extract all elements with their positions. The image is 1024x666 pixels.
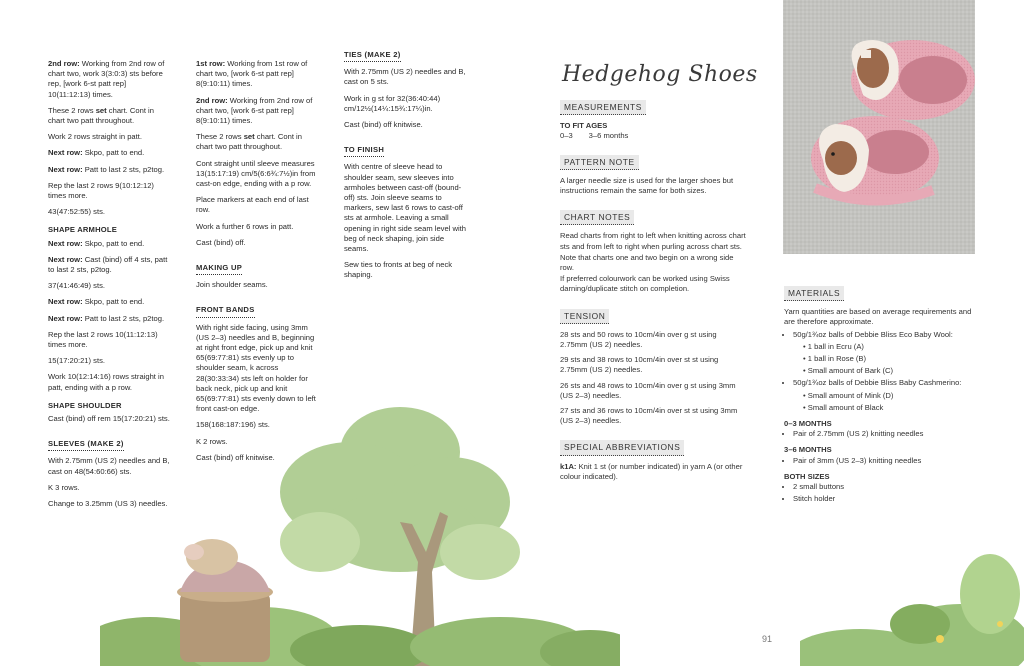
section-heading-front-bands: FRONT BANDS xyxy=(196,305,255,317)
section-heading-tension: TENSION xyxy=(560,309,609,324)
section-heading-to-finish: TO FINISH xyxy=(344,145,384,157)
paragraph: Note that charts one and two begin on a wrong side row. xyxy=(560,252,734,273)
pattern-title: Hedgehog Shoes xyxy=(562,62,758,87)
fit-ages-label: TO FIT AGES xyxy=(560,121,608,131)
paragraph: Rep the last 2 rows 9(10:12:12) times more. xyxy=(48,180,154,201)
foliage-illustration xyxy=(800,544,1024,666)
paragraph: Next row: Cast (bind) off 4 sts, patt to last 2 sts, p2tog. xyxy=(48,254,168,275)
hedgehog-on-stump xyxy=(177,539,273,662)
paragraph: A larger needle size is used for the larger shoes but instructions remain the same for both sizes. xyxy=(560,175,734,196)
paragraph: Cast (bind) off rem 15(17:20:21) sts. xyxy=(48,414,170,424)
paragraph: Read charts from right to left when knitting across chart sts and from left to right when purling across chart sts. xyxy=(560,231,746,251)
size-heading: 3–6 MONTHS xyxy=(784,445,832,455)
paragraph: K 2 rows. xyxy=(196,436,228,446)
list-item: • 50g/1¾oz balls of Debbie Bliss Baby Cashmerino: • Small amount of Mink (D) • Small amount of Black xyxy=(793,378,984,413)
column-3 xyxy=(344,50,466,287)
materials-column xyxy=(784,284,984,506)
paragraph: Next row: Patt to last 2 sts, p2tog. xyxy=(48,164,165,174)
back-shoe xyxy=(851,40,975,120)
list-item: • Pair of 2.75mm (US 2) knitting needles xyxy=(793,429,984,439)
paragraph: With centre of sleeve head to shoulder seam, sew sleeves into armholes between cast-off (bound-off) sts. Join sleeve seams to markers, sew last 6 rows to cast-off sts at armhole. Leaving a small opening in right side seam level with beg of neck shaping, join side seams. xyxy=(344,162,466,254)
paragraph: K 3 rows. xyxy=(48,482,80,492)
foliage xyxy=(100,607,620,666)
materials-list xyxy=(784,330,984,413)
size-list xyxy=(784,456,984,466)
shoes-photo xyxy=(783,0,975,254)
paragraph: Rep the last 2 rows 10(11:12:13) times more. xyxy=(48,329,158,350)
section-heading-special-abbreviations: SPECIAL ABBREVIATIONS xyxy=(560,440,684,455)
list-item: • Stitch holder xyxy=(793,494,984,504)
paragraph: These 2 rows set chart. Cont in chart two patt throughout. xyxy=(48,105,154,126)
paragraph: Cast (bind) off knitwise. xyxy=(344,120,423,130)
paragraph: Next row: Skpo, patt to end. xyxy=(48,238,145,248)
section-heading-sleeves: SLEEVES (MAKE 2) xyxy=(48,439,124,451)
section-heading-ties: TIES (MAKE 2) xyxy=(344,50,401,62)
paragraph: Change to 3.25mm (US 3) needles. xyxy=(48,499,168,509)
paragraph: With right side facing, using 3mm (US 2–3) needles and B, beginning at right front edge, pick up and knit 65(69:77:81) sts evenly up to shoulder seam, k across 28(30:33:34) sts left on holder for back neck, pick up and knit 65(69:77:81) sts evenly down to left front cast-on edge. xyxy=(196,322,316,414)
paragraph: 43(47:52:55) sts. xyxy=(48,207,105,217)
sub-list xyxy=(793,342,984,377)
paragraph: Yarn quantities are based on average requirements and are therefore approximate. xyxy=(784,307,972,327)
paragraph: Work a further 6 rows in patt. xyxy=(196,221,294,231)
section-heading-materials: MATERIALS xyxy=(784,286,844,301)
list-item: • Pair of 3mm (US 2–3) knitting needles xyxy=(793,456,984,466)
paragraph: Place markers at each end of last row. xyxy=(196,195,309,215)
size-list xyxy=(784,482,984,504)
fit-ages-values: 0–3 3–6 months xyxy=(560,131,629,141)
paragraph: If preferred colourwork can be worked using Swiss darning/duplicate stitch on completion. xyxy=(560,274,730,294)
paragraph: Cast (bind) off knitwise. xyxy=(196,452,275,462)
page-number: 91 xyxy=(762,634,773,644)
paragraph: With 2.75mm (US 2) needles and B, cast on 5 sts. xyxy=(344,67,466,87)
paragraph: 28 sts and 50 rows to 10cm/4in over g st using 2.75mm (US 2) needles. xyxy=(560,329,717,350)
paragraph: Next row: Skpo, patt to end. xyxy=(48,148,145,158)
paragraph: 26 sts and 48 rows to 10cm/4in over g st using 3mm (US 2–3) needles. xyxy=(560,380,736,400)
list-item: • 1 ball in Rose (B) xyxy=(803,354,984,364)
paragraph: 29 sts and 38 rows to 10cm/4in over st st using 2.75mm (US 2) needles. xyxy=(560,355,719,375)
sub-list xyxy=(793,391,984,413)
paragraph: 2nd row: Working from 2nd row of chart two, work 3(3:0:3) sts before rep, [work 6-st patt rep] 10(11:12:13) times. xyxy=(48,59,165,99)
paragraph: Sew ties to fronts at beg of neck shaping. xyxy=(344,260,453,280)
list-item: • Small amount of Mink (D) xyxy=(803,391,984,401)
subheading-shape-shoulder: SHAPE SHOULDER xyxy=(48,400,122,410)
list-item: • 1 ball in Ecru (A) xyxy=(803,342,984,352)
paragraph: Join shoulder seams. xyxy=(196,280,268,290)
list-item: • 50g/1¾oz balls of Debbie Bliss Eco Baby Wool: • 1 ball in Ecru (A) • 1 ball in Rose (B) • Small amount of Bark (C) xyxy=(793,330,984,377)
paragraph: 15(17:20:21) sts. xyxy=(48,356,105,366)
section-heading-chart-notes: CHART NOTES xyxy=(560,210,634,225)
front-shoe xyxy=(811,116,939,201)
paragraph: 37(41:46:49) sts. xyxy=(48,281,105,291)
paragraph: With 2.75mm (US 2) needles and B, cast on 48(54:60:66) sts. xyxy=(48,456,170,476)
paragraph: k1A: Knit 1 st (or number indicated) in yarn A (or other colour indicated). xyxy=(560,461,743,481)
paragraph: Work 2 rows straight in patt. xyxy=(48,132,142,142)
paragraph: 2nd row: Working from 2nd row of chart two, [work 6-st patt rep] 8(9:10:11) times. xyxy=(196,95,313,126)
section-heading-pattern-note: PATTERN NOTE xyxy=(560,155,639,170)
list-item: • Small amount of Bark (C) xyxy=(803,366,984,376)
paragraph: Work in g st for 32(36:40:44) cm/12½(14¼:15¾:17¼)in. xyxy=(344,93,441,113)
paragraph: 27 sts and 36 rows to 10cm/4in over st st using 3mm (US 2–3) needles. xyxy=(560,406,738,426)
paragraph: 1st row: Working from 1st row of chart two, [work 6-st patt rep] 8(9:10:11) times. xyxy=(196,59,308,89)
paragraph: Cont straight until sleeve measures 13(15:17:19) cm/5(6:6¾:7½)in from cast-on edge, ending with a p row. xyxy=(196,158,316,189)
section-heading-measurements: MEASUREMENTS xyxy=(560,100,646,115)
paragraph: These 2 rows set chart. Cont in chart two patt throughout. xyxy=(196,132,302,152)
tree-crown xyxy=(280,407,520,580)
subheading-shape-armhole: SHAPE ARMHOLE xyxy=(48,225,117,235)
size-heading: BOTH SIZES xyxy=(784,471,830,481)
paragraph: 158(168:187:196) sts. xyxy=(196,420,270,430)
list-item: • Small amount of Black xyxy=(803,403,984,413)
paragraph: Next row: Patt to last 2 sts, p2tog. xyxy=(48,313,165,323)
section-heading-making-up: MAKING UP xyxy=(196,263,242,275)
size-heading: 0–3 MONTHS xyxy=(784,419,832,429)
paragraph: Work 10(12:14:16) rows straight in patt, ending with a p row. xyxy=(48,372,164,392)
list-item: • 2 small buttons xyxy=(793,482,984,492)
tree-illustration xyxy=(100,392,620,666)
size-list xyxy=(784,429,984,439)
paragraph: Cast (bind) off. xyxy=(196,237,246,247)
paragraph: Next row: Skpo, patt to end. xyxy=(48,297,145,307)
